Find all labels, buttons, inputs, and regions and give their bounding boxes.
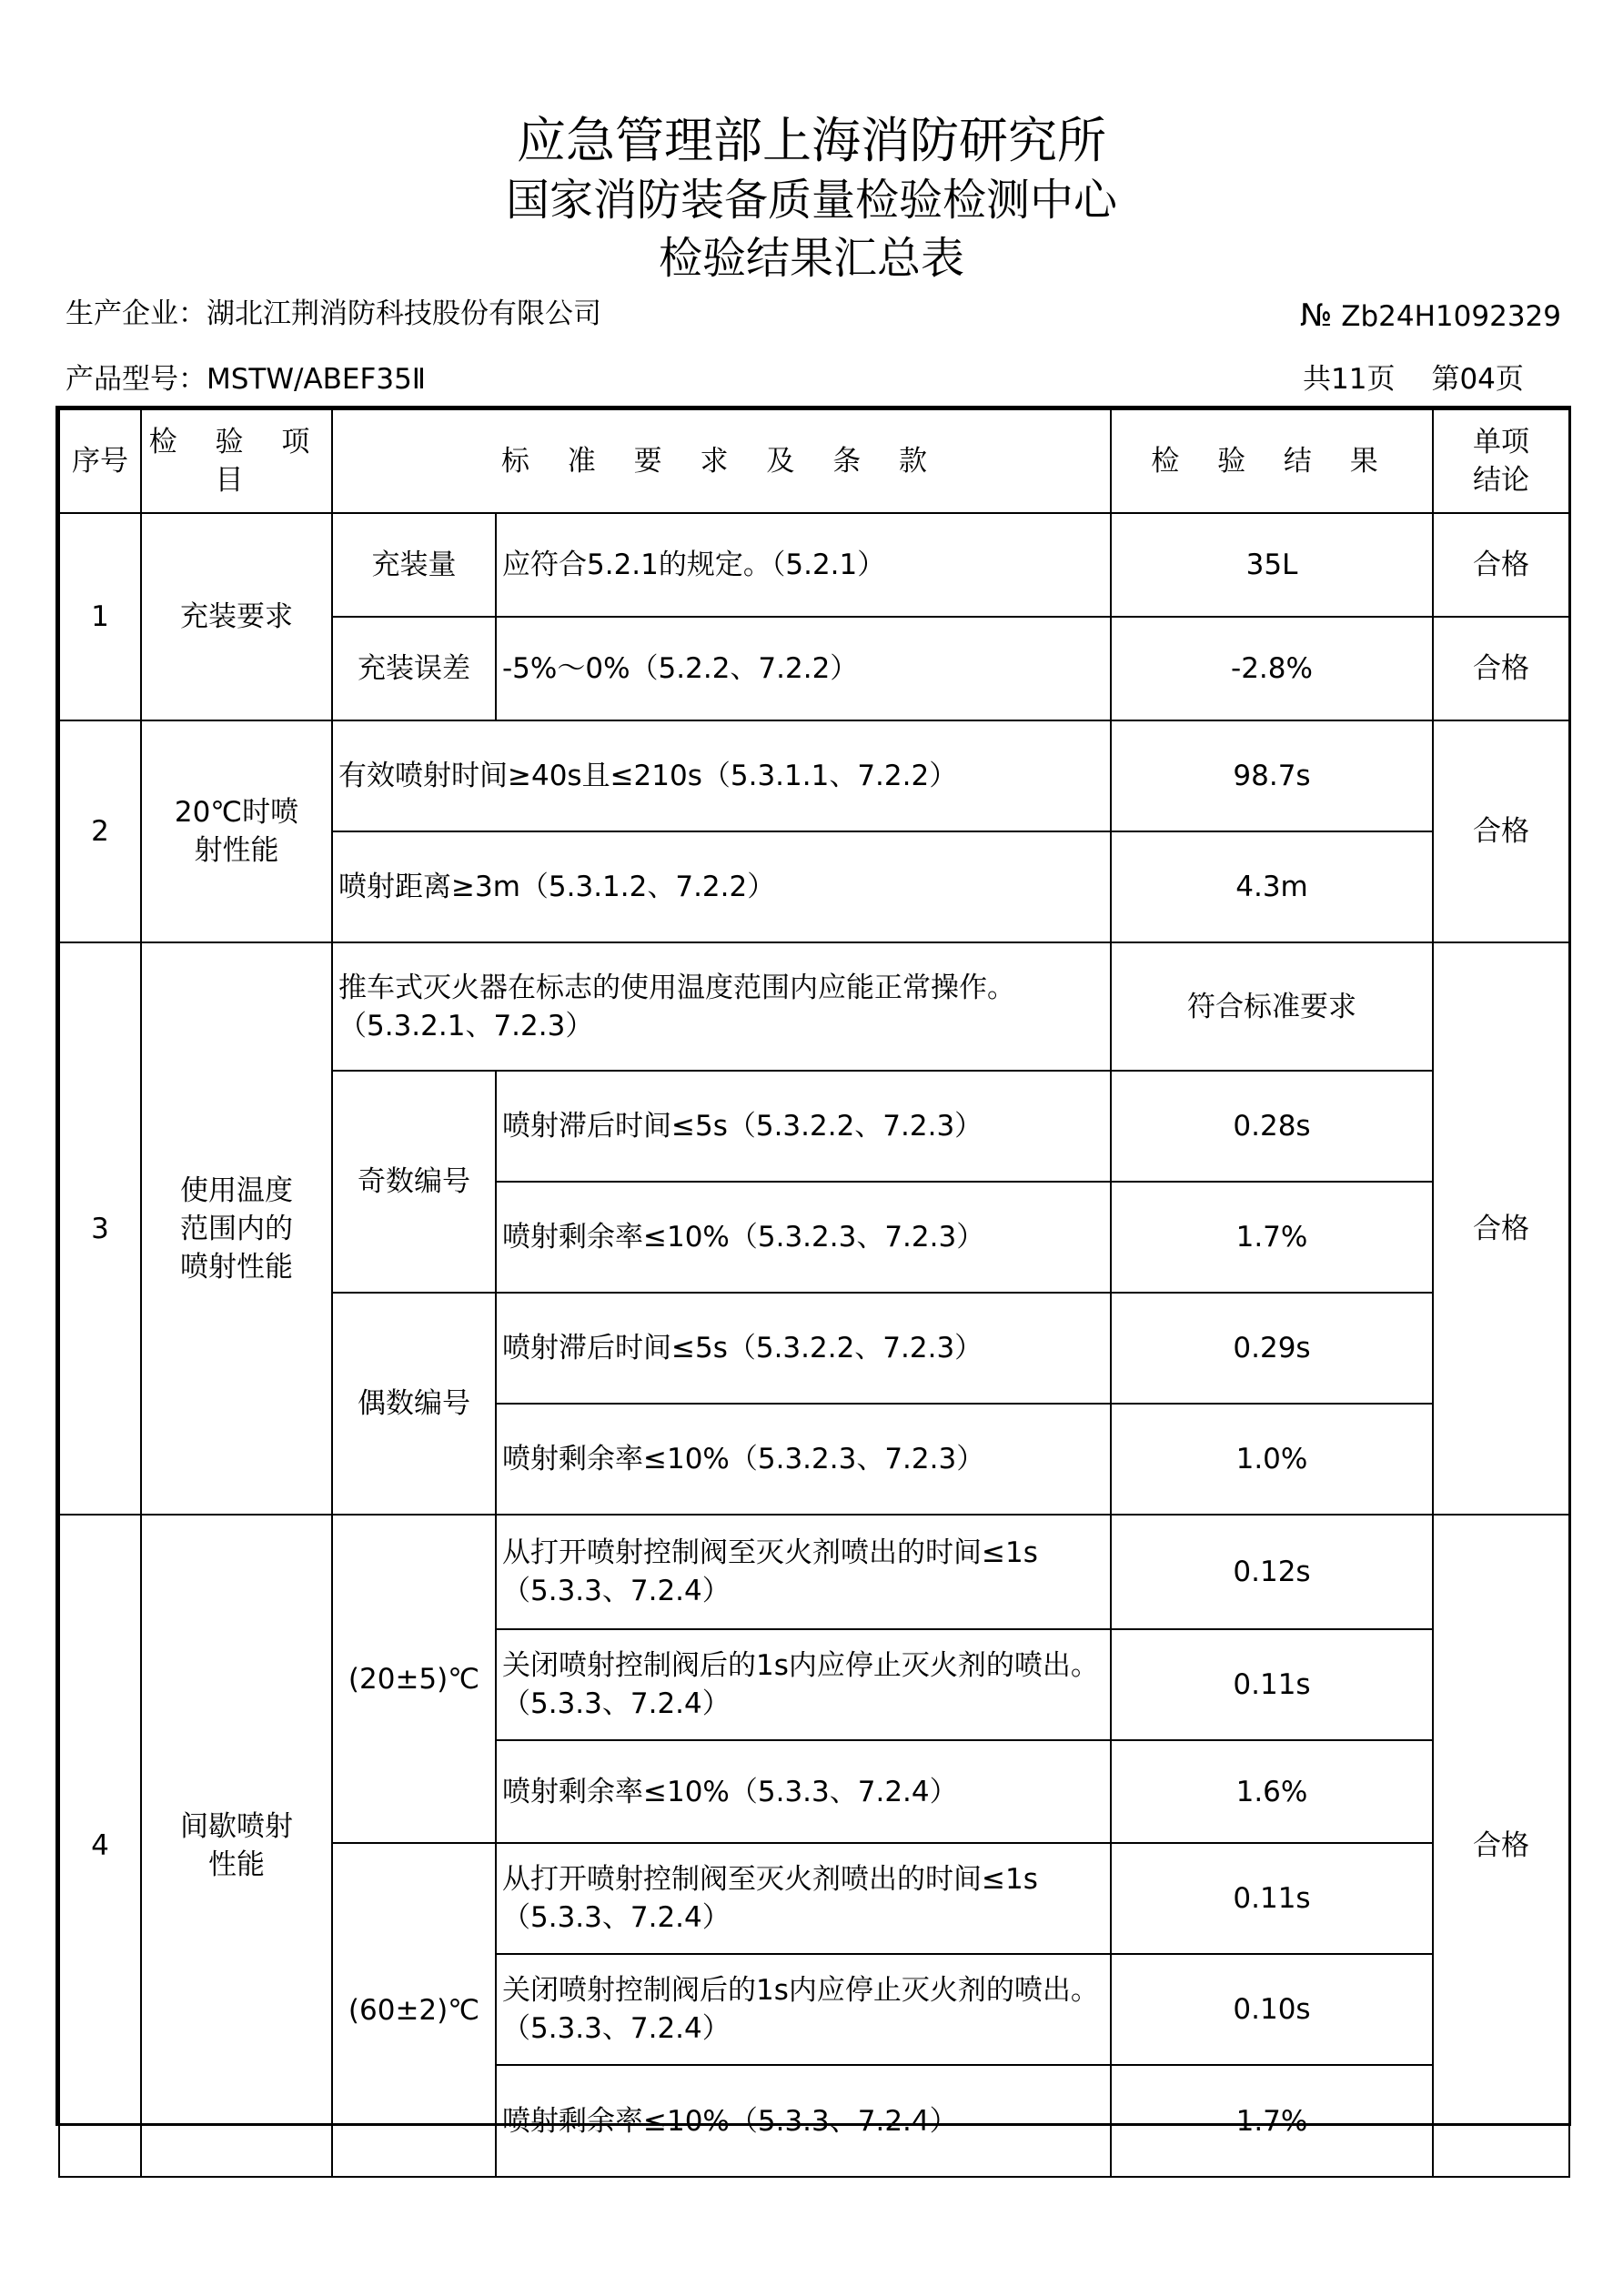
model-value: MSTW/ABEF35Ⅱ [207, 363, 427, 396]
report-title-summary: 检验结果汇总表 [658, 233, 964, 284]
result: 98.7s [1111, 720, 1433, 831]
report-title-institute: 应急管理部上海消防研究所 [517, 112, 1106, 169]
conclusion: 合格 [1433, 1515, 1569, 2177]
table-row [59, 942, 1569, 1071]
conclusion: 合格 [1433, 720, 1569, 942]
col-header-requirement: 标 准 要 求 及 条 款 [332, 409, 1111, 513]
report-number-value: Zb24H1092329 [1341, 300, 1561, 333]
result: 符合标准要求 [1111, 942, 1433, 1071]
conclusion: 合格 [1433, 617, 1569, 720]
sub-item: 偶数编号 [332, 1293, 496, 1515]
row-number: 3 [59, 942, 141, 1515]
result: 0.10s [1111, 1954, 1433, 2065]
requirement: 喷射滞后时间≤5s（5.3.2.2、7.2.3） [496, 1071, 1111, 1182]
result: 1.7% [1111, 1182, 1433, 1293]
sub-item: 充装量 [332, 513, 496, 617]
requirement: 喷射剩余率≤10%（5.3.3、7.2.4） [496, 2065, 1111, 2177]
table-header-row [59, 409, 1569, 513]
result: 35L [1111, 513, 1433, 617]
number-symbol: № [1300, 297, 1333, 334]
test-item: 充装要求 [141, 513, 332, 720]
sub-item: 充装误差 [332, 617, 496, 720]
requirement: 喷射剩余率≤10%（5.3.3、7.2.4） [496, 1740, 1111, 1843]
result: -2.8% [1111, 617, 1433, 720]
requirement: 喷射距离≥3m（5.3.1.2、7.2.2） [332, 831, 1111, 942]
requirement: -5%～0%（5.2.2、7.2.2） [496, 617, 1111, 720]
requirement: 从打开喷射控制阀至灭火剂喷出的时间≤1s（5.3.3、7.2.4） [496, 1843, 1111, 1954]
sub-item: 奇数编号 [332, 1071, 496, 1293]
col-header-result: 检 验 结 果 [1111, 409, 1433, 513]
requirement: 关闭喷射控制阀后的1s内应停止灭火剂的喷出。（5.3.3、7.2.4） [496, 1629, 1111, 1740]
result: 1.6% [1111, 1740, 1433, 1843]
result: 1.0% [1111, 1404, 1433, 1515]
conclusion: 合格 [1433, 942, 1569, 1515]
table-row [59, 513, 1569, 617]
col-header-item: 检 验 项 目 [141, 409, 332, 513]
requirement: 推车式灭火器在标志的使用温度范围内应能正常操作。（5.3.2.1、7.2.3） [332, 942, 1111, 1071]
total-pages: 共11页 [1303, 363, 1396, 396]
result: 0.29s [1111, 1293, 1433, 1404]
report-number [1300, 297, 1561, 334]
requirement: 有效喷射时间≥40s且≤210s（5.3.1.1、7.2.2） [332, 720, 1111, 831]
sub-item: (20±5)℃ [332, 1515, 496, 1843]
requirement: 关闭喷射控制阀后的1s内应停止灭火剂的喷出。（5.3.3、7.2.4） [496, 1954, 1111, 2065]
company-name: 湖北江荆消防科技股份有限公司 [207, 297, 601, 330]
report-title-center: 国家消防装备质量检验检测中心 [505, 175, 1117, 226]
model-label: 产品型号： [66, 363, 207, 396]
table-row [59, 1515, 1569, 1629]
result: 0.12s [1111, 1515, 1433, 1629]
result: 4.3m [1111, 831, 1433, 942]
test-item: 间歇喷射性能 [141, 1515, 332, 2177]
col-header-conclusion: 单项结论 [1433, 409, 1569, 513]
col-header-no: 序号 [59, 409, 141, 513]
company-label: 生产企业： [66, 297, 207, 330]
result: 1.7% [1111, 2065, 1433, 2177]
test-item: 使用温度范围内的喷射性能 [141, 942, 332, 1515]
row-number: 2 [59, 720, 141, 942]
company-line [66, 297, 601, 330]
model-line [66, 363, 427, 396]
sub-item: (60±2)℃ [332, 1843, 496, 2177]
table-row [59, 720, 1569, 831]
requirement: 喷射滞后时间≤5s（5.3.2.2、7.2.3） [496, 1293, 1111, 1404]
row-number: 4 [59, 1515, 141, 2177]
requirement: 从打开喷射控制阀至灭火剂喷出的时间≤1s（5.3.3、7.2.4） [496, 1515, 1111, 1629]
result: 0.11s [1111, 1843, 1433, 1954]
requirement: 应符合5.2.1的规定。（5.2.1） [496, 513, 1111, 617]
results-table [58, 408, 1570, 2178]
page-info [1303, 363, 1524, 396]
row-number: 1 [59, 513, 141, 720]
requirement: 喷射剩余率≤10%（5.3.2.3、7.2.3） [496, 1182, 1111, 1293]
current-page: 第04页 [1431, 363, 1524, 396]
test-item: 20℃时喷射性能 [141, 720, 332, 942]
requirement: 喷射剩余率≤10%（5.3.2.3、7.2.3） [496, 1404, 1111, 1515]
conclusion: 合格 [1433, 513, 1569, 617]
result: 0.28s [1111, 1071, 1433, 1182]
result: 0.11s [1111, 1629, 1433, 1740]
